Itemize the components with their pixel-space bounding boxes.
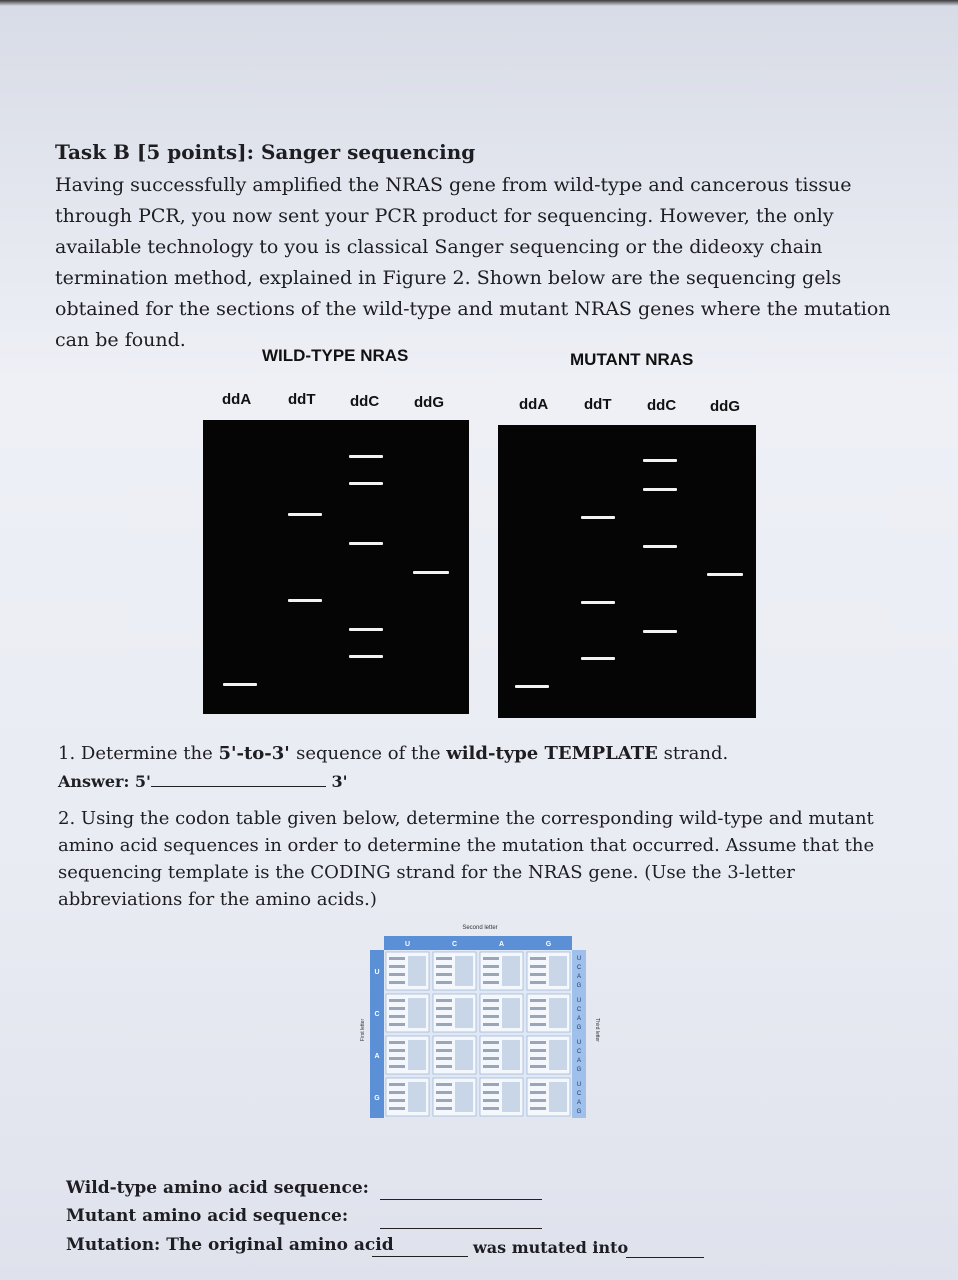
codon-text-line (389, 1023, 405, 1026)
codon-text-line (530, 1107, 546, 1110)
codon-text-line (389, 981, 405, 984)
gel-band (288, 599, 322, 602)
codon-text-line (389, 957, 405, 960)
codon-text-line (389, 1065, 405, 1068)
codon-text-line (436, 1049, 452, 1052)
third-letter: C (576, 1091, 582, 1097)
codon-text-line (483, 973, 499, 976)
mutant-gel (498, 425, 756, 718)
codon-text-line (436, 1015, 452, 1018)
codon-text-line (389, 1099, 405, 1102)
codon-text-line (530, 965, 546, 968)
wt-lane-label: ddA (222, 391, 252, 408)
codon-text-line (436, 965, 452, 968)
answer-label: Answer: 5' (58, 772, 151, 791)
third-letter: C (576, 965, 582, 971)
third-letter: A (576, 1016, 582, 1022)
codon-text-line (530, 973, 546, 976)
codon-text-line (483, 1049, 499, 1052)
codon-text-line (389, 1007, 405, 1010)
codon-text-line (436, 1041, 452, 1044)
codon-text-line (530, 1049, 546, 1052)
codon-column-header: C (451, 941, 458, 948)
third-letter: C (576, 1049, 582, 1055)
codon-amino-acid-box (455, 1082, 473, 1112)
wild-type-gel (203, 420, 469, 714)
codon-text-line (389, 1083, 405, 1086)
codon-text-line (483, 1065, 499, 1068)
codon-text-line (389, 999, 405, 1002)
gel-band (581, 516, 615, 519)
codon-text-line (436, 1007, 452, 1010)
gel-band (349, 655, 383, 658)
gel-band (515, 685, 549, 688)
codon-amino-acid-box (549, 1082, 567, 1112)
question-1 (58, 740, 918, 767)
codon-text-line (436, 957, 452, 960)
third-letter: A (576, 974, 582, 980)
codon-text-line (389, 1057, 405, 1060)
q1-emphasis: wild-type TEMPLATE (446, 743, 658, 764)
gel-band (643, 545, 677, 548)
codon-text-line (436, 973, 452, 976)
codon-amino-acid-box (549, 998, 567, 1028)
mutant-gel-title: MUTANT NRAS (570, 350, 694, 369)
mutant-seq-label: Mutant amino acid sequence: (66, 1206, 349, 1226)
task-title: Task B [5 points]: Sanger sequencing (55, 140, 476, 164)
codon-text-line (389, 1091, 405, 1094)
codon-text-line (483, 999, 499, 1002)
gel-band (288, 513, 322, 516)
third-letter: G (576, 1067, 582, 1073)
codon-text-line (530, 1091, 546, 1094)
codon-row-header: G (374, 1095, 380, 1102)
codon-text-line (436, 999, 452, 1002)
codon-text-line (436, 1099, 452, 1102)
codon-text-line (389, 1107, 405, 1110)
codon-text-line (530, 1041, 546, 1044)
codon-text-line (436, 1065, 452, 1068)
wild-type-seq-blank[interactable] (380, 1198, 542, 1200)
mutation-label: Mutation: The original amino acid (66, 1235, 394, 1255)
codon-text-line (530, 1007, 546, 1010)
codon-amino-acid-box (408, 1082, 426, 1112)
codon-amino-acid-box (502, 1040, 520, 1070)
third-letter-label: Third letter (594, 1018, 600, 1042)
q1-text: sequence of the (296, 743, 447, 764)
codon-text-line (483, 1023, 499, 1026)
answer-end: 3' (331, 772, 348, 791)
codon-text-line (530, 981, 546, 984)
codon-amino-acid-box (455, 1040, 473, 1070)
q1-emphasis: 5'-to-3' (218, 743, 297, 764)
codon-text-line (436, 1023, 452, 1026)
codon-text-line (530, 1023, 546, 1026)
codon-text-line (530, 1083, 546, 1086)
mut-lane-label: ddA (519, 396, 549, 413)
gel-band (581, 657, 615, 660)
answer-blank[interactable] (151, 772, 326, 787)
codon-row-header: C (374, 1011, 380, 1018)
gel-band (349, 542, 383, 545)
q1-text: 1. Determine the (58, 743, 219, 764)
third-letter: U (576, 956, 582, 962)
codon-table (360, 920, 600, 1120)
wild-type-gel-title: WILD-TYPE NRAS (262, 346, 409, 365)
third-letter: U (576, 1082, 582, 1088)
codon-text-line (389, 973, 405, 976)
question-2: 2. Using the codon table given below, determine the corresponding wild-type and mutant amino acid sequences in order to determine the mutation that occurred. Assume that the sequencing template is the CODING strand for the NRAS gene. (Use the 3-letter abbreviations for the amino acids.) (58, 808, 875, 910)
codon-text-line (436, 1057, 452, 1060)
codon-amino-acid-box (455, 956, 473, 986)
gel-band (643, 630, 677, 633)
codon-amino-acid-box (502, 1082, 520, 1112)
codon-row-header: U (374, 969, 380, 976)
codon-amino-acid-box (502, 956, 520, 986)
third-letter: G (576, 983, 582, 989)
third-letter: A (576, 1058, 582, 1064)
codon-text-line (436, 1107, 452, 1110)
gel-band (223, 683, 257, 686)
codon-amino-acid-box (408, 998, 426, 1028)
codon-text-line (436, 981, 452, 984)
codon-text-line (483, 957, 499, 960)
gel-band (581, 601, 615, 604)
gel-band (643, 459, 677, 462)
gel-band (349, 455, 383, 458)
original-aa-blank[interactable] (372, 1255, 468, 1257)
wt-lane-label: ddG (414, 394, 444, 411)
third-letter: G (576, 1025, 582, 1031)
codon-amino-acid-box (408, 1040, 426, 1070)
third-letter: U (576, 998, 582, 1004)
wt-lane-label: ddC (350, 393, 380, 410)
gel-band (643, 488, 677, 491)
gel-band (413, 571, 449, 574)
codon-column-header: A (498, 941, 505, 948)
codon-column-header: G (545, 941, 552, 948)
third-letter: U (576, 1040, 582, 1046)
codon-text-line (530, 1065, 546, 1068)
codon-text-line (483, 1099, 499, 1102)
codon-amino-acid-box (549, 1040, 567, 1070)
codon-row-header: A (374, 1053, 380, 1060)
mut-lane-label: ddT (584, 396, 612, 413)
codon-text-line (483, 1007, 499, 1010)
third-letter: C (576, 1007, 582, 1013)
codon-text-line (483, 1083, 499, 1086)
third-letter: G (576, 1109, 582, 1115)
codon-text-line (483, 1091, 499, 1094)
codon-text-line (389, 1041, 405, 1044)
gel-band (349, 628, 383, 631)
gel-band (707, 573, 743, 576)
codon-amino-acid-box (455, 998, 473, 1028)
gel-band (349, 482, 383, 485)
codon-text-line (389, 1015, 405, 1018)
codon-amino-acid-box (408, 956, 426, 986)
codon-column-header: U (404, 941, 411, 948)
codon-text-line (483, 981, 499, 984)
codon-amino-acid-box (549, 956, 567, 986)
mutant-seq-blank[interactable] (380, 1227, 542, 1229)
codon-text-line (389, 965, 405, 968)
mutant-aa-blank[interactable] (626, 1256, 704, 1258)
codon-text-line (389, 1049, 405, 1052)
codon-text-line (530, 1015, 546, 1018)
mut-lane-label: ddG (710, 398, 740, 415)
codon-table-header: Second letter (462, 925, 498, 931)
codon-text-line (483, 1107, 499, 1110)
wt-lane-label: ddT (288, 391, 316, 408)
task-intro: Having successfully amplified the NRAS gene from wild-type and cancerous tissue through PCR, you now sent your PCR product for sequencing. However, the only available technology to you is classical Sanger sequencing or the dideoxy chain termination method, explained in Figure 2. Shown below are the sequencing gels obtained for the sections of the wild-type and mutant NRAS genes where the mutation can be found. (55, 174, 891, 351)
codon-text-line (530, 999, 546, 1002)
mutated-into-label: was mutated into (473, 1238, 629, 1257)
q1-text: strand. (657, 743, 729, 764)
first-letter-label: First letter (360, 1018, 366, 1042)
codon-text-line (483, 1057, 499, 1060)
codon-text-line (483, 1015, 499, 1018)
mut-lane-label: ddC (647, 397, 677, 414)
third-letter: A (576, 1100, 582, 1106)
codon-text-line (436, 1083, 452, 1086)
answer-row (58, 768, 348, 795)
wild-type-seq-label: Wild-type amino acid sequence: (66, 1178, 369, 1198)
codon-text-line (436, 1091, 452, 1094)
codon-text-line (530, 1099, 546, 1102)
codon-text-line (530, 1057, 546, 1060)
codon-text-line (483, 965, 499, 968)
codon-text-line (530, 957, 546, 960)
codon-text-line (483, 1041, 499, 1044)
codon-amino-acid-box (502, 998, 520, 1028)
